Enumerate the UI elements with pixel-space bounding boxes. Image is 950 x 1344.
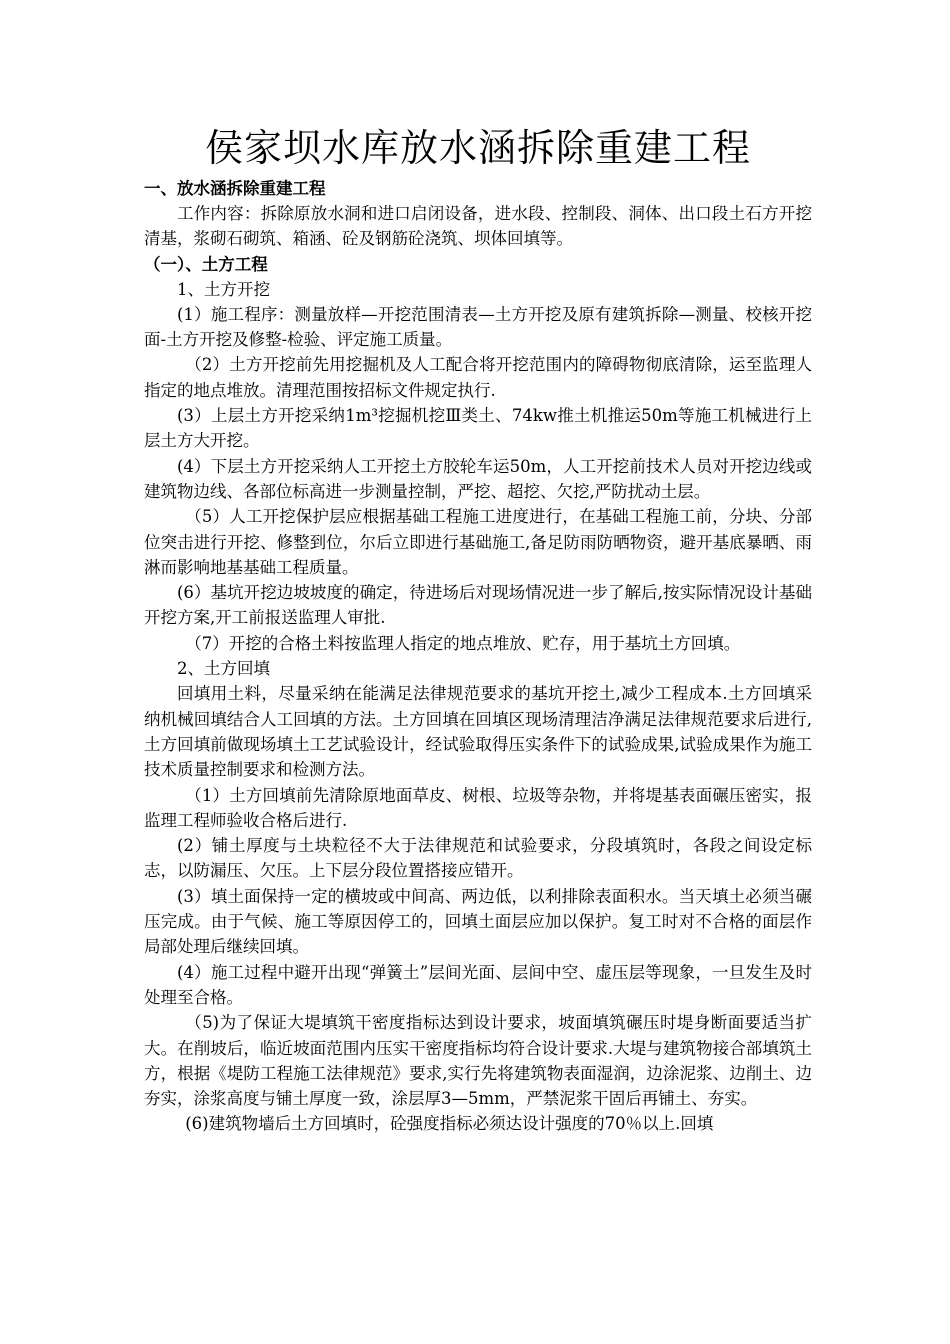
- backfill-intro-paragraph: 回填用土料，尽量采纳在能满足法律规范要求的基坑开挖土,减少工程成本.土方回填采纳机械回填结合人工回填的方法。土方回填在回填区现场清理洁净满足法律规范要求后进行,土方回填前做现场填土工艺试验设计，经试验取得压实条件下的试验成果,试验成果作为施工技术质量控制要求和检测方法。: [144, 684, 812, 780]
- excavation-paragraph: (1）施工程序：测量放样—开挖范围清表—土方开挖及原有建筑拆除—测量、校核开挖面-土方开挖及修整-检验、评定施工质量。: [144, 304, 812, 350]
- excavation-paragraph: （2）土方开挖前先用挖掘机及人工配合将开挖范围内的障碍物彻底清除，运至监理人指定的地点堆放。清理范围按招标文件规定执行.: [144, 355, 812, 400]
- backfill-paragraph: (3）填土面保持一定的横坡或中间高、两边低，以利排除表面积水。当天填土必须当碾压完成。由于气候、施工等原因停工的，回填土面层应加以保护。复工时对不合格的面层作局部处理后继续回填。: [144, 886, 812, 957]
- item-heading-backfill: 2、土方回填: [177, 659, 270, 679]
- document-title: 侯家坝水库放水涵拆除重建工程: [204, 126, 751, 170]
- excavation-paragraph: （5）人工开挖保护层应根据基础工程施工进度进行，在基础工程施工前，分块、分部位突击进行开挖、修整到位，尔后立即进行基础施工,备足防雨防晒物资，避开基底暴晒、雨淋而影响地基基础工程质量。: [144, 507, 812, 577]
- backfill-paragraph: (4）施工过程中避开出现“弹簧土”层间光面、层间中空、虚压层等现象，一旦发生及时处理至合格。: [144, 962, 812, 1007]
- excavation-paragraph: （7）开挖的合格土料按监理人指定的地点堆放、贮存，用于基坑土方回填。: [185, 633, 741, 653]
- excavation-paragraph: (4）下层土方开挖采纳人工开挖土方胶轮车运50m，人工开挖前技术人员对开挖边线或建筑物边线、各部位标高进一步测量控制，严挖、超挖、欠挖,严防扰动土层。: [144, 456, 812, 501]
- backfill-paragraph: （5)为了保证大堤填筑干密度指标达到设计要求，坡面填筑碾压时堤身断面要适当扩大。在削坡后，临近坡面范围内压实干密度指标均符合设计要求.大堤与建筑物接合部填筑土方，根据《堤防工程施工法律规范》要求,实行先将建筑物表面湿润，边涂泥浆、边削土、边夯实，涂浆高度与铺土厚度一致，涂层厚3—5mm，严禁泥浆干固后再铺土、夯实。: [144, 1013, 812, 1109]
- work-content-paragraph: 工作内容：拆除原放水洞和进口启闭设备，进水段、控制段、洞体、出口段土石方开挖清基，浆砌石砌筑、箱涵、砼及钢筋砼浇筑、坝体回填等。: [144, 204, 812, 249]
- excavation-paragraph: (6）基坑开挖边坡坡度的确定，待进场后对现场情况进一步了解后,按实际情况设计基础开挖方案,开工前报送监理人审批.: [144, 583, 812, 628]
- section-heading-1: 一、放水涵拆除重建工程: [144, 179, 326, 198]
- backfill-paragraph: (6)建筑物墙后土方回填时，砼强度指标必须达设计强度的70％以上.回填: [185, 1114, 714, 1134]
- subsection-heading-earthwork: （一）、土方工程: [144, 254, 268, 274]
- backfill-paragraph: (2）铺土厚度与土块粒径不大于法律规范和试验要求，分段填筑时，各段之间设定标志，以防漏压、欠压。上下层分段位置搭接应错开。: [144, 836, 812, 881]
- backfill-paragraph: （1）土方回填前先清除原地面草皮、树根、垃圾等杂物，并将堤基表面碾压密实，报监理工程师验收合格后进行.: [144, 785, 812, 830]
- item-heading-excavation: 1、土方开挖: [177, 279, 270, 299]
- excavation-paragraph: (3）上层土方开挖采纳1m³挖掘机挖Ⅲ类土、74kw推土机推运50m等施工机械进行上层土方大开挖。: [144, 406, 812, 451]
- document-page: [144, 120, 812, 1137]
